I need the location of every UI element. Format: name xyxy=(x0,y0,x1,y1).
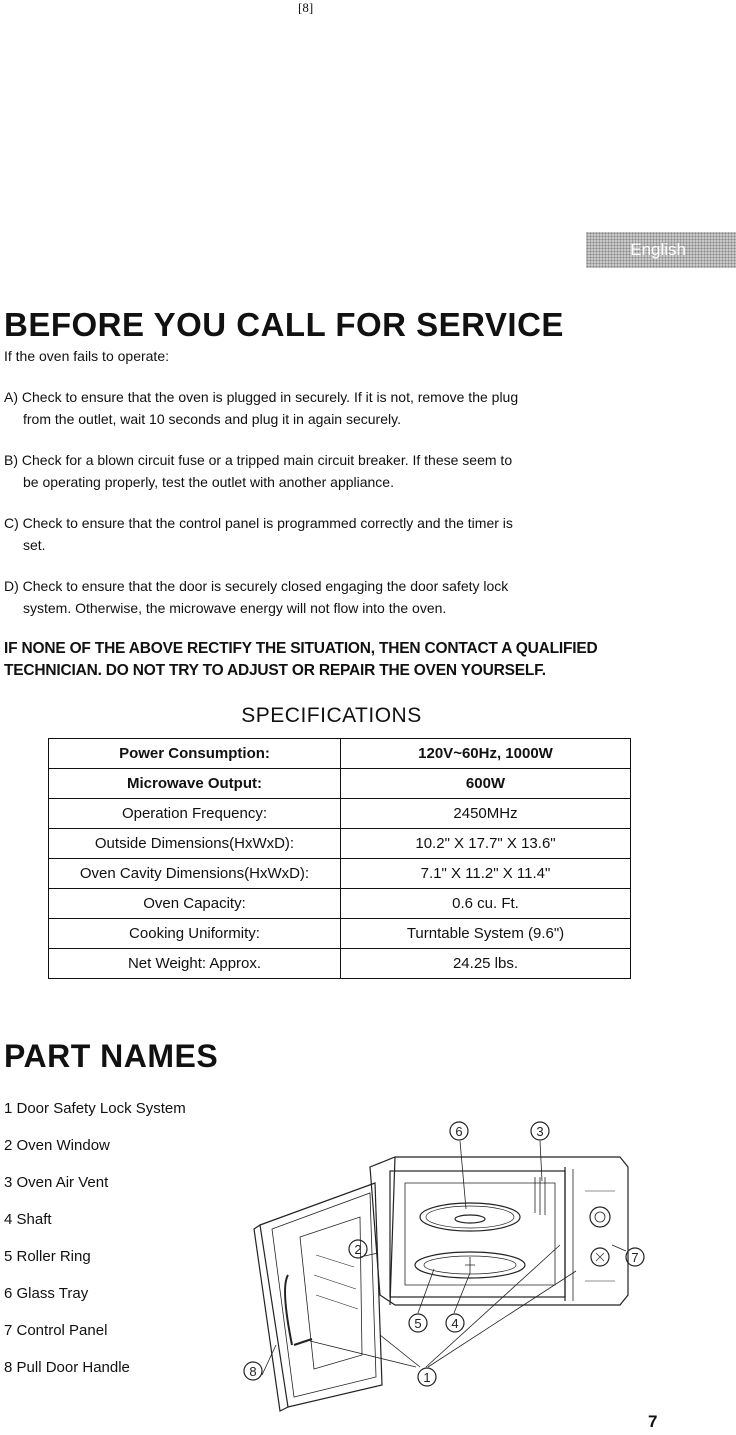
callout-7 xyxy=(626,1248,644,1266)
spec-value: 0.6 cu. Ft. xyxy=(341,889,631,919)
specifications-title: SPECIFICATIONS xyxy=(241,704,422,727)
check-c-line2: set. xyxy=(23,537,46,553)
specifications-table xyxy=(48,738,631,979)
check-a-line2: from the outlet, wait 10 seconds and plug it in again securely. xyxy=(23,411,401,427)
leader-lines xyxy=(262,1141,626,1375)
spec-label: Outside Dimensions(HxWxD): xyxy=(49,829,341,859)
spec-value: Turntable System (9.6") xyxy=(341,919,631,949)
part-item: 6 Glass Tray xyxy=(4,1285,89,1302)
spec-value: 7.1" X 11.2" X 11.4" xyxy=(341,859,631,889)
oven-body xyxy=(370,1157,628,1305)
service-warning xyxy=(4,638,704,682)
part-item: 7 Control Panel xyxy=(4,1322,108,1339)
callout-6-label: 6 xyxy=(455,1124,463,1139)
part-item: 2 Oven Window xyxy=(4,1137,110,1154)
callout-4 xyxy=(446,1314,464,1332)
table-row xyxy=(49,859,631,889)
check-b xyxy=(4,449,656,493)
callout-1 xyxy=(418,1368,436,1386)
check-d-line1: D) Check to ensure that the door is securely closed engaging the door safety lock xyxy=(4,578,509,594)
table-row xyxy=(49,919,631,949)
parts-title: PART NAMES xyxy=(4,1038,219,1074)
part-item: 1 Door Safety Lock System xyxy=(4,1100,186,1117)
callout-1-label: 1 xyxy=(423,1370,431,1385)
part-item: 5 Roller Ring xyxy=(4,1248,91,1265)
callout-4-label: 4 xyxy=(451,1316,459,1331)
callout-5 xyxy=(409,1314,427,1332)
control-panel xyxy=(585,1191,615,1281)
spec-value: 2450MHz xyxy=(341,799,631,829)
callout-8-label: 8 xyxy=(249,1364,257,1379)
spec-value: 600W xyxy=(341,769,631,799)
table-row xyxy=(49,739,631,769)
table-row xyxy=(49,799,631,829)
spec-label: Cooking Uniformity: xyxy=(49,919,341,949)
roller-ring xyxy=(415,1252,525,1278)
part-item: 8 Pull Door Handle xyxy=(4,1359,130,1376)
table-row xyxy=(49,949,631,979)
table-row xyxy=(49,889,631,919)
callout-3-label: 3 xyxy=(536,1124,544,1139)
callout-7-label: 7 xyxy=(631,1250,639,1265)
part-item: 3 Oven Air Vent xyxy=(4,1174,109,1191)
service-intro: If the oven fails to operate: xyxy=(4,348,169,364)
spec-value: 120V~60Hz, 1000W xyxy=(341,739,631,769)
check-c-line1: C) Check to ensure that the control panel is programmed correctly and the timer is xyxy=(4,515,513,531)
check-d xyxy=(4,575,656,619)
spec-label: Operation Frequency: xyxy=(49,799,341,829)
spec-label: Oven Capacity: xyxy=(49,889,341,919)
spec-value: 10.2" X 17.7" X 13.6" xyxy=(341,829,631,859)
check-c xyxy=(4,512,656,556)
callout-3 xyxy=(531,1122,549,1140)
table-row xyxy=(49,769,631,799)
check-d-line2: system. Otherwise, the microwave energy will not flow into the oven. xyxy=(23,600,447,616)
service-title: BEFORE YOU CALL FOR SERVICE xyxy=(4,306,564,343)
warning-line2: TECHNICIAN. DO NOT TRY TO ADJUST OR REPAIR THE OVEN YOURSELF. xyxy=(4,662,546,679)
callout-6 xyxy=(450,1122,468,1140)
callout-5-label: 5 xyxy=(414,1316,422,1331)
spec-label: Power Consumption: xyxy=(49,739,341,769)
page-marker: [8] xyxy=(298,0,314,15)
check-b-line2: be operating properly, test the outlet with another appliance. xyxy=(23,474,394,490)
oven-door xyxy=(254,1183,382,1411)
spec-label: Oven Cavity Dimensions(HxWxD): xyxy=(49,859,341,889)
language-tab: English xyxy=(586,232,736,268)
table-row xyxy=(49,829,631,859)
page-number: 7 xyxy=(648,1412,658,1431)
check-a-line1: A) Check to ensure that the oven is plugged in securely. If it is not, remove the plug xyxy=(4,389,519,405)
spec-value: 24.25 lbs. xyxy=(341,949,631,979)
spec-label: Microwave Output: xyxy=(49,769,341,799)
check-b-line1: B) Check for a blown circuit fuse or a tripped main circuit breaker. If these seem to xyxy=(4,452,513,468)
glass-tray xyxy=(420,1203,520,1231)
callout-8 xyxy=(244,1362,262,1380)
part-item: 4 Shaft xyxy=(4,1211,52,1228)
check-a xyxy=(4,386,656,430)
callout-2 xyxy=(349,1240,367,1258)
microwave-diagram xyxy=(230,1105,670,1415)
spec-label: Net Weight: Approx. xyxy=(49,949,341,979)
callout-2-label: 2 xyxy=(354,1242,362,1257)
warning-line1: IF NONE OF THE ABOVE RECTIFY THE SITUATION, THEN CONTACT A QUALIFIED xyxy=(4,640,598,657)
